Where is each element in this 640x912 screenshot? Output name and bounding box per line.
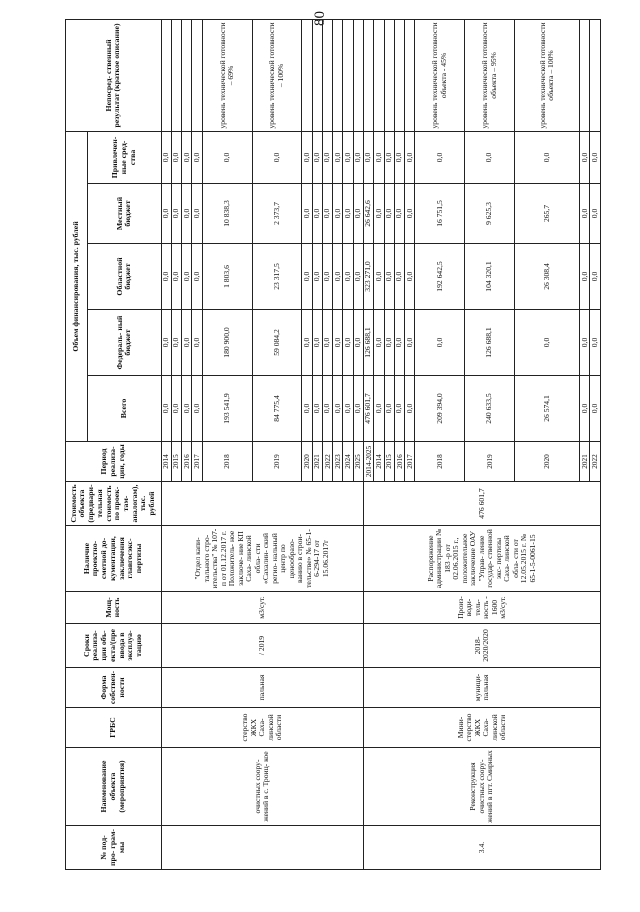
regional-value: 0,0 bbox=[394, 244, 404, 310]
total-value: 0,0 bbox=[353, 376, 363, 442]
local-value: 0,0 bbox=[171, 184, 181, 244]
total-value: 0,0 bbox=[192, 376, 202, 442]
total-value: 0,0 bbox=[590, 376, 601, 442]
header-federal: Федераль- ный бюджет bbox=[88, 310, 161, 376]
period-year: 2019 bbox=[465, 442, 515, 482]
header-extra: Привлечен- ные сред- ства bbox=[88, 131, 161, 183]
period-year: 2021 bbox=[580, 442, 590, 482]
total-value: 193 541,9 bbox=[202, 376, 252, 442]
header-cost: Стоимость объекта (предвари- тельная стоимость по проек- там- аналогам), тыс. рублей bbox=[66, 482, 162, 526]
result-text: уровень технической готовности объекта – 100% bbox=[515, 19, 580, 131]
local-value: 2 373,7 bbox=[252, 184, 302, 244]
regional-value: 0,0 bbox=[322, 244, 332, 310]
federal-value: 0,0 bbox=[353, 310, 363, 376]
extra-value: 0,0 bbox=[590, 131, 601, 183]
local-value: 0,0 bbox=[384, 184, 394, 244]
total-value: 0,0 bbox=[171, 376, 181, 442]
row-number bbox=[161, 826, 364, 870]
extra-value: 0,0 bbox=[333, 131, 343, 183]
local-value: 0,0 bbox=[182, 184, 192, 244]
federal-value: 0,0 bbox=[322, 310, 332, 376]
local-value: 9 625,3 bbox=[465, 184, 515, 244]
total-value: 209 394,0 bbox=[415, 376, 465, 442]
regional-value: 0,0 bbox=[192, 244, 202, 310]
header-capacity: Мощ- ность bbox=[66, 592, 162, 624]
total-value: 0,0 bbox=[322, 376, 332, 442]
period-year: 2019 bbox=[252, 442, 302, 482]
result-text bbox=[374, 19, 384, 131]
period-year: 2022 bbox=[590, 442, 601, 482]
header-name: Наименование объекта (мероприятия) bbox=[66, 748, 162, 826]
regional-value: 0,0 bbox=[343, 244, 353, 310]
result-text bbox=[343, 19, 353, 131]
header-result: Непосред- ственный результат (краткое описание) bbox=[66, 19, 162, 131]
period-year: 2018 bbox=[202, 442, 252, 482]
regional-value: 0,0 bbox=[171, 244, 181, 310]
extra-value: 0,0 bbox=[580, 131, 590, 183]
total-value: 0,0 bbox=[384, 376, 394, 442]
header-design-docs: Наличие проектно- сметной до- кументации, заключения главгосэкс- пертизы bbox=[66, 526, 162, 592]
row-number: 3.4. bbox=[364, 826, 601, 870]
local-value: 16 751,5 bbox=[415, 184, 465, 244]
object-grbs: Мини- стерство ЖКХ Саха- линской области bbox=[364, 708, 601, 748]
federal-value: 0,0 bbox=[415, 310, 465, 376]
extra-value: 0,0 bbox=[353, 131, 363, 183]
result-text bbox=[580, 19, 590, 131]
federal-value: 0,0 bbox=[302, 310, 312, 376]
total-value: 476 601,7 bbox=[364, 376, 374, 442]
header-ownership: Форма собствен- ности bbox=[66, 668, 162, 708]
extra-value: 0,0 bbox=[161, 131, 171, 183]
object-design-docs: "Отдел капи- тального стро- ительства" № 107-п от 01.12.2017 г. Положитель- ное заключе- ние КП Саха- линской обла- сти «Сахалин- ский регио- нальный центр по ценообразо- ванию в строи- тельстве» № 65-1-6-294-17 от 15.06.2017г bbox=[161, 526, 364, 592]
period-year: 2016 bbox=[182, 442, 192, 482]
regional-value: 323 271,0 bbox=[364, 244, 374, 310]
period-year: 2015 bbox=[171, 442, 181, 482]
federal-value: 0,0 bbox=[590, 310, 601, 376]
header-num: № под- про- грам- мы bbox=[66, 826, 162, 870]
table-body bbox=[66, 19, 601, 869]
object-grbs: стерство ЖКХ Саха- линской области bbox=[161, 708, 364, 748]
regional-value: 0,0 bbox=[302, 244, 312, 310]
federal-value: 126 688,1 bbox=[364, 310, 374, 376]
regional-value: 0,0 bbox=[580, 244, 590, 310]
federal-value: 0,0 bbox=[394, 310, 404, 376]
period-year: 2020 bbox=[515, 442, 580, 482]
local-value: 0,0 bbox=[405, 184, 415, 244]
period-year: 2020 bbox=[302, 442, 312, 482]
period-year: 2015 bbox=[384, 442, 394, 482]
regional-value: 0,0 bbox=[405, 244, 415, 310]
federal-value: 0,0 bbox=[515, 310, 580, 376]
extra-value: 0,0 bbox=[465, 131, 515, 183]
period-year: 2021 bbox=[312, 442, 322, 482]
regional-value: 23 317,5 bbox=[252, 244, 302, 310]
local-value: 0,0 bbox=[353, 184, 363, 244]
header-terms: Сроки реализа- ции объ- екта/(пре вводa в эксплуа- тацию bbox=[66, 624, 162, 668]
total-value: 0,0 bbox=[580, 376, 590, 442]
result-text bbox=[322, 19, 332, 131]
regional-value: 0,0 bbox=[374, 244, 384, 310]
local-value: 0,0 bbox=[590, 184, 601, 244]
total-value: 0,0 bbox=[182, 376, 192, 442]
extra-value: 0,0 bbox=[374, 131, 384, 183]
header-total: Всего bbox=[88, 376, 161, 442]
result-text: уровень технической готовности – 69% bbox=[202, 19, 252, 131]
header-financing: Объем финансирования, тыс. рублей bbox=[66, 131, 88, 441]
period-year: 2017 bbox=[192, 442, 202, 482]
object-capacity: Произ- води- тель- ность - 1600 м3/сут. bbox=[364, 592, 601, 624]
result-text bbox=[590, 19, 601, 131]
result-text bbox=[302, 19, 312, 131]
result-text bbox=[394, 19, 404, 131]
regional-value: 0,0 bbox=[182, 244, 192, 310]
regional-value: 1 803,6 bbox=[202, 244, 252, 310]
federal-value: 126 688,1 bbox=[465, 310, 515, 376]
federal-value: 0,0 bbox=[384, 310, 394, 376]
header-period: Период реализа- ции, годы bbox=[66, 442, 162, 482]
total-value: 0,0 bbox=[333, 376, 343, 442]
result-text bbox=[384, 19, 394, 131]
local-value: 0,0 bbox=[394, 184, 404, 244]
local-value: 0,0 bbox=[333, 184, 343, 244]
object-ownership: пальная bbox=[161, 668, 364, 708]
result-text: уровень технической готовности объекта - 45% bbox=[415, 19, 465, 131]
result-text bbox=[182, 19, 192, 131]
local-value: 0,0 bbox=[322, 184, 332, 244]
federal-value: 0,0 bbox=[192, 310, 202, 376]
regional-value: 104 320,1 bbox=[465, 244, 515, 310]
total-value: 0,0 bbox=[394, 376, 404, 442]
result-text bbox=[312, 19, 322, 131]
extra-value: 0,0 bbox=[322, 131, 332, 183]
object-name: Реконструкция очистных соору- жений в пгт. Смирных bbox=[364, 748, 601, 826]
extra-value: 0,0 bbox=[364, 131, 374, 183]
local-value: 0,0 bbox=[343, 184, 353, 244]
regional-value: 0,0 bbox=[590, 244, 601, 310]
total-value: 26 574,1 bbox=[515, 376, 580, 442]
regional-value: 192 642,5 bbox=[415, 244, 465, 310]
federal-value: 0,0 bbox=[312, 310, 322, 376]
result-text bbox=[405, 19, 415, 131]
header-regional: Областной бюджет bbox=[88, 244, 161, 310]
object-name: очистных соору- жений в с. Троиц- кое bbox=[161, 748, 364, 826]
local-value: 0,0 bbox=[580, 184, 590, 244]
federal-value: 0,0 bbox=[171, 310, 181, 376]
total-value: 0,0 bbox=[312, 376, 322, 442]
total-value: 0,0 bbox=[302, 376, 312, 442]
federal-value: 0,0 bbox=[343, 310, 353, 376]
local-value: 0,0 bbox=[312, 184, 322, 244]
local-value: 0,0 bbox=[192, 184, 202, 244]
federal-value: 0,0 bbox=[374, 310, 384, 376]
extra-value: 0,0 bbox=[171, 131, 181, 183]
regional-value: 0,0 bbox=[333, 244, 343, 310]
federal-value: 0,0 bbox=[405, 310, 415, 376]
total-value: 0,0 bbox=[343, 376, 353, 442]
local-value: 265,7 bbox=[515, 184, 580, 244]
total-value: 0,0 bbox=[161, 376, 171, 442]
regional-value: 0,0 bbox=[312, 244, 322, 310]
local-value: 0,0 bbox=[161, 184, 171, 244]
table-row bbox=[364, 19, 374, 869]
extra-value: 0,0 bbox=[384, 131, 394, 183]
regional-value: 26 308,4 bbox=[515, 244, 580, 310]
object-cost: 476 601,7 bbox=[364, 482, 601, 526]
extra-value: 0,0 bbox=[415, 131, 465, 183]
local-value: 10 838,3 bbox=[202, 184, 252, 244]
header-local: Местный бюджет bbox=[88, 184, 161, 244]
object-terms: / 2019 bbox=[161, 624, 364, 668]
period-year: 2017 bbox=[405, 442, 415, 482]
object-design-docs: Распоряжение администрации № 183 -р от 02.06.2015 г., положительное заключение ОАУ "Управ- ление государ- ственной экс- пертизы Саха- линской обла- сти от 12.05.2015 г. № 65-1-5-0061-15 bbox=[364, 526, 601, 592]
page-number: 80 bbox=[311, 11, 328, 26]
header-grbs: ГРБС bbox=[66, 708, 162, 748]
extra-value: 0,0 bbox=[252, 131, 302, 183]
result-text bbox=[364, 19, 374, 131]
period-year: 2023 bbox=[333, 442, 343, 482]
regional-value: 0,0 bbox=[161, 244, 171, 310]
period-year: 2022 bbox=[322, 442, 332, 482]
result-text: уровень технической готовности – 100% bbox=[252, 19, 302, 131]
extra-value: 0,0 bbox=[515, 131, 580, 183]
total-value: 0,0 bbox=[374, 376, 384, 442]
result-text: уровень технической готовности объекта – 95% bbox=[465, 19, 515, 131]
result-text bbox=[333, 19, 343, 131]
total-value: 84 775,4 bbox=[252, 376, 302, 442]
period-year: 2014 bbox=[161, 442, 171, 482]
financing-table bbox=[65, 19, 601, 870]
object-capacity: м3/сут. bbox=[161, 592, 364, 624]
regional-value: 0,0 bbox=[384, 244, 394, 310]
local-value: 0,0 bbox=[302, 184, 312, 244]
federal-value: 0,0 bbox=[161, 310, 171, 376]
regional-value: 0,0 bbox=[353, 244, 363, 310]
local-value: 0,0 bbox=[374, 184, 384, 244]
extra-value: 0,0 bbox=[343, 131, 353, 183]
total-value: 240 633,5 bbox=[465, 376, 515, 442]
result-text bbox=[171, 19, 181, 131]
federal-value: 0,0 bbox=[333, 310, 343, 376]
federal-value: 0,0 bbox=[580, 310, 590, 376]
period-year: 2014 bbox=[374, 442, 384, 482]
header-row-1 bbox=[66, 19, 88, 869]
federal-value: 59 084,2 bbox=[252, 310, 302, 376]
federal-value: 180 900,0 bbox=[202, 310, 252, 376]
period-year: 2025 bbox=[353, 442, 363, 482]
local-value: 26 642,6 bbox=[364, 184, 374, 244]
extra-value: 0,0 bbox=[302, 131, 312, 183]
total-value: 0,0 bbox=[405, 376, 415, 442]
extra-value: 0,0 bbox=[312, 131, 322, 183]
period-year: 2014-2025 bbox=[364, 442, 374, 482]
federal-value: 0,0 bbox=[182, 310, 192, 376]
period-year: 2024 bbox=[343, 442, 353, 482]
object-ownership: муници- пальная bbox=[364, 668, 601, 708]
extra-value: 0,0 bbox=[202, 131, 252, 183]
object-terms: 2018- 2020/2020 bbox=[364, 624, 601, 668]
result-text bbox=[192, 19, 202, 131]
extra-value: 0,0 bbox=[405, 131, 415, 183]
table-row bbox=[161, 19, 171, 869]
result-text bbox=[161, 19, 171, 131]
period-year: 2018 bbox=[415, 442, 465, 482]
extra-value: 0,0 bbox=[182, 131, 192, 183]
extra-value: 0,0 bbox=[394, 131, 404, 183]
result-text bbox=[353, 19, 363, 131]
period-year: 2016 bbox=[394, 442, 404, 482]
object-cost bbox=[161, 482, 364, 526]
extra-value: 0,0 bbox=[192, 131, 202, 183]
